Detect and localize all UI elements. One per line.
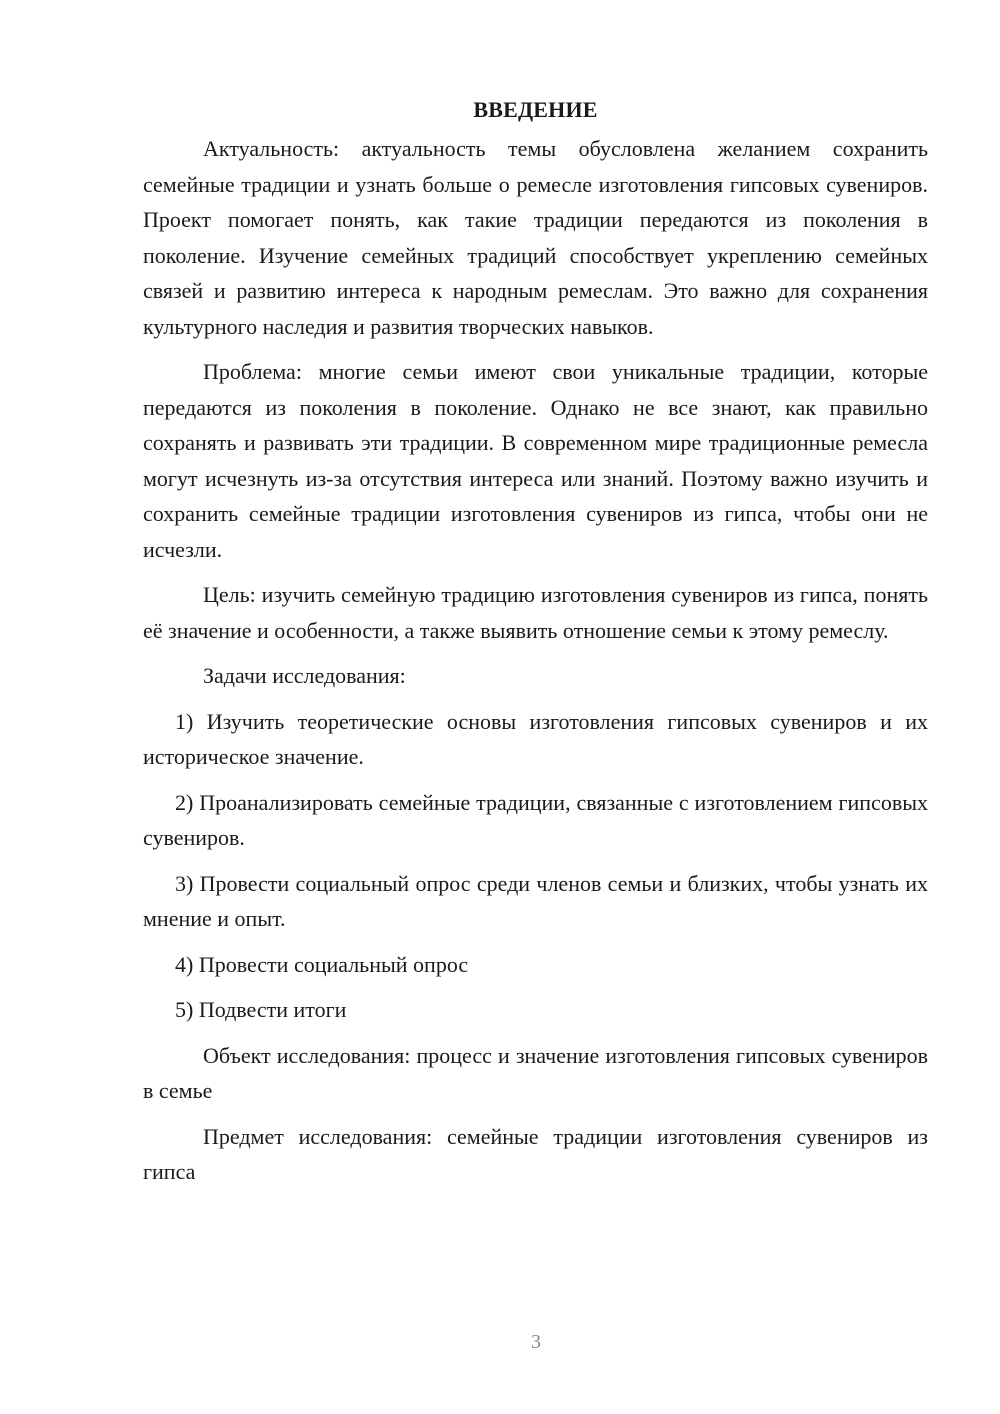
task-item-3: 3) Провести социальный опрос среди членов семьи и близких, чтобы узнать их мнение и опыт. bbox=[143, 870, 928, 931]
task-item-1: 1) Изучить теоретические основы изготовления гипсовых сувениров и их историческое значение. bbox=[143, 708, 928, 769]
page-content bbox=[143, 92, 928, 1200]
task-item-4: 4) Провести социальный опрос bbox=[175, 951, 469, 977]
relevance-paragraph: Актуальность: актуальность темы обусловлена желанием сохранить семейные традиции и узнать больше о ремесле изготовления гипсовых сувениров. Проект помогает понять, как такие традиции передаются из поколения в поколение. Изучение семейных традиций способствует укреплению семейных связей и развитию интереса к народным ремеслам. Это важно для сохранения культурного наследия и развития творческих навыков. bbox=[143, 136, 928, 339]
goal-paragraph: Цель: изучить семейную традицию изготовления сувениров из гипса, понять её значение и особенности, а также выявить отношение семьи к этому ремеслу. bbox=[143, 582, 928, 643]
object-paragraph: Объект исследования: процесс и значение изготовления гипсовых сувениров в семье bbox=[143, 1042, 928, 1103]
task-item-2: 2) Проанализировать семейные традиции, связанные с изготовлением гипсовых сувениров. bbox=[143, 789, 928, 850]
task-item-5: 5) Подвести итоги bbox=[175, 997, 347, 1022]
section-heading: ВВЕДЕНИЕ bbox=[473, 97, 598, 122]
subject-paragraph: Предмет исследования: семейные традиции изготовления сувениров из гипса bbox=[143, 1123, 928, 1184]
problem-paragraph: Проблема: многие семьи имеют свои уникальные традиции, которые передаются из поколения в поколение. Однако не все знают, как правильно сохранять и развивать эти традиции. В современном мире традиционные ремесла могут исчезнуть из-за отсутствия интереса или знаний. Поэтому важно изучить и сохранить семейные традиции изготовления сувениров из гипса, чтобы они не исчезли. bbox=[143, 359, 928, 562]
page-number: 3 bbox=[531, 1331, 541, 1353]
tasks-heading: Задачи исследования: bbox=[203, 663, 406, 688]
